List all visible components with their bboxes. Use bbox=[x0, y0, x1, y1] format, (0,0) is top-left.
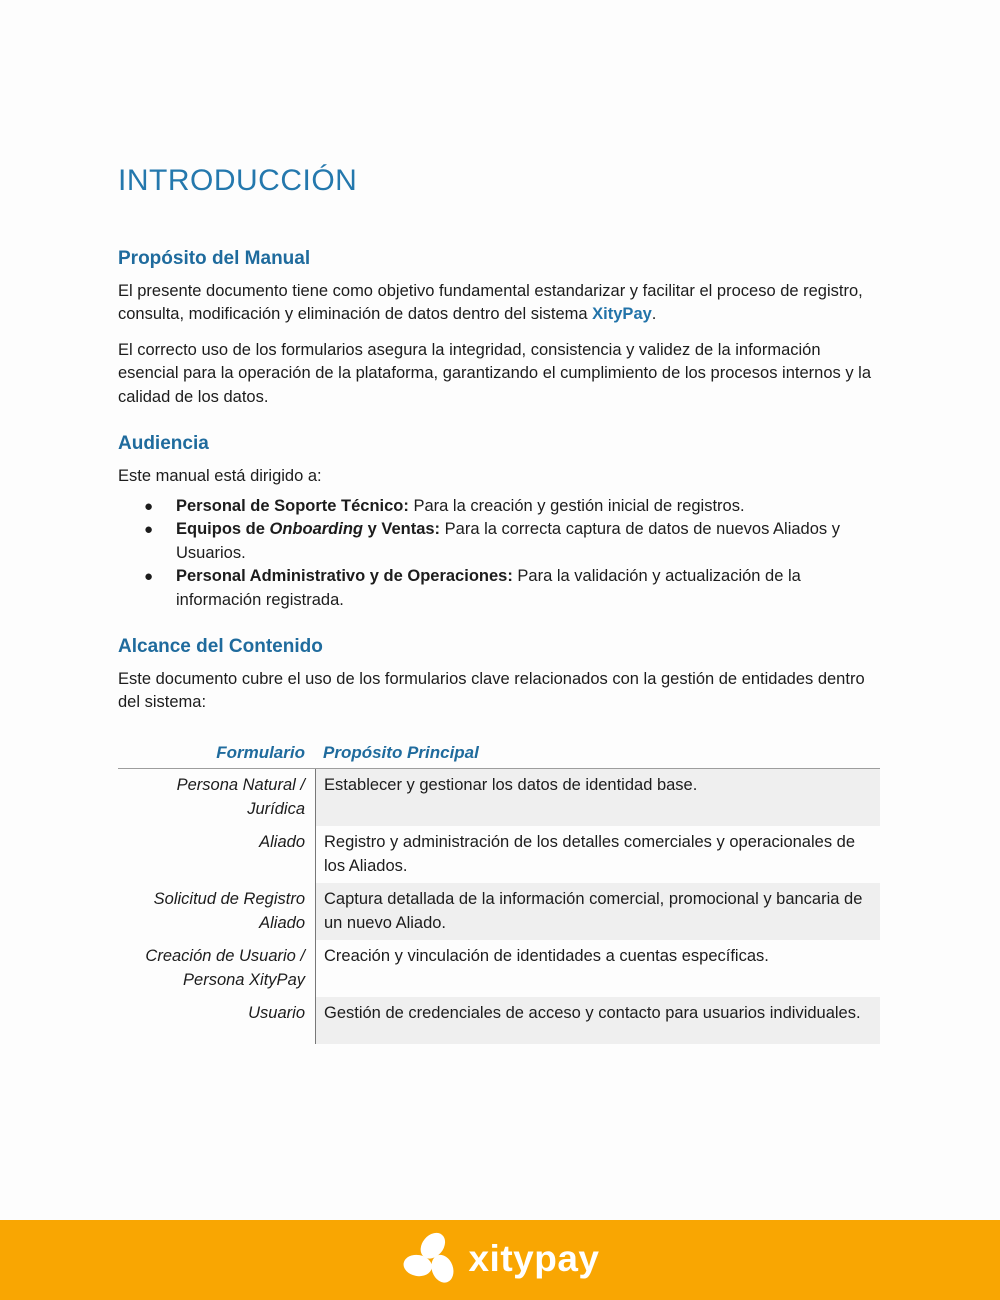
footer-band bbox=[0, 1220, 1000, 1300]
bullet-lead-italic: Onboarding bbox=[269, 520, 364, 538]
table-cell-proposito: Gestión de credenciales de acceso y contacto para usuarios individuales. bbox=[315, 997, 880, 1044]
audiencia-intro: Este manual está dirigido a: bbox=[118, 467, 322, 485]
table-header-row bbox=[118, 741, 880, 770]
table-cell-proposito: Registro y administración de los detalles comerciales y operacionales de los Aliados. bbox=[315, 826, 880, 883]
table-cell-proposito: Creación y vinculación de identidades a cuentas específicas. bbox=[315, 940, 880, 997]
bullet-lead: Personal Administrativo y de Operaciones: bbox=[176, 567, 513, 585]
pinwheel-swirl-icon bbox=[400, 1229, 462, 1291]
section-heading-audiencia: Audiencia bbox=[118, 433, 209, 455]
bullet-text: Para la correcta captura de datos de nuevos Aliados y Usuarios. bbox=[176, 520, 840, 562]
table-row bbox=[118, 997, 880, 1044]
list-item bbox=[144, 565, 880, 612]
bullet-lead: Equipos de bbox=[176, 520, 270, 538]
section-heading-proposito: Propósito del Manual bbox=[118, 248, 311, 269]
table-cell-formulario: Aliado bbox=[259, 833, 305, 852]
xitypay-logo-text: xitypay bbox=[468, 1237, 600, 1279]
table-cell-formulario: Persona Natural / Jurídica bbox=[176, 776, 305, 818]
table-row bbox=[118, 883, 880, 940]
list-item bbox=[144, 495, 880, 519]
table-row bbox=[118, 940, 880, 997]
paragraph-text: . bbox=[651, 305, 657, 324]
table-cell-formulario: Usuario bbox=[248, 1004, 305, 1023]
table-body bbox=[118, 769, 880, 1044]
list-item bbox=[144, 518, 880, 565]
paragraph-text: El presente documento tiene como objetivo fundamental estandarizar y facilitar el proceso de registro, consulta, modificación y eliminación de datos dentro del sistema bbox=[118, 281, 863, 324]
bullet-lead-tail: y Ventas: bbox=[363, 520, 441, 538]
column-header-formulario: Formulario bbox=[216, 742, 305, 762]
bullet-icon: ●︎ bbox=[144, 497, 154, 515]
table-cell-formulario: Creación de Usuario / Persona XityPay bbox=[145, 947, 305, 989]
table-cell-formulario: Solicitud de Registro Aliado bbox=[153, 890, 305, 932]
bullet-icon: ●︎ bbox=[144, 568, 154, 585]
xitypay-logo bbox=[400, 1229, 599, 1291]
bullet-text: Para la creación y gestión inicial de registros. bbox=[408, 496, 745, 515]
page-title: INTRODUCCIÓN bbox=[118, 164, 358, 197]
column-header-proposito: Propósito Principal bbox=[323, 742, 479, 762]
list-item-text bbox=[176, 565, 880, 612]
audience-bullet-list bbox=[144, 495, 880, 613]
list-item-text bbox=[176, 518, 880, 565]
bullet-icon: ●︎ bbox=[144, 521, 154, 538]
page-content bbox=[118, 0, 880, 1044]
forms-scope-table bbox=[118, 741, 880, 1045]
alcance-intro: Este documento cubre el uso de los formularios clave relacionados con la gestión de entidades dentro del sistema: bbox=[118, 669, 865, 712]
bullet-lead: Personal de Soporte Técnico: bbox=[176, 496, 409, 515]
table-row bbox=[118, 826, 880, 883]
brand-mention: XityPay bbox=[592, 305, 652, 324]
section-heading-alcance: Alcance del Contenido bbox=[118, 636, 323, 657]
paragraph-proposito-2: El correcto uso de los formularios asegura la integridad, consistencia y validez de la información esencial para la operación de la plataforma, garantizando el cumplimiento de los procesos internos y la calidad de los datos. bbox=[118, 340, 872, 406]
list-item-text bbox=[176, 495, 880, 519]
table-row bbox=[118, 769, 880, 826]
table-cell-proposito: Establecer y gestionar los datos de identidad base. bbox=[315, 769, 880, 826]
table-cell-proposito: Captura detallada de la información comercial, promocional y bancaria de un nuevo Aliado. bbox=[315, 883, 880, 940]
paragraph-proposito-1 bbox=[118, 280, 880, 327]
bullet-text: Para la validación y actualización de la información registrada. bbox=[176, 567, 801, 609]
